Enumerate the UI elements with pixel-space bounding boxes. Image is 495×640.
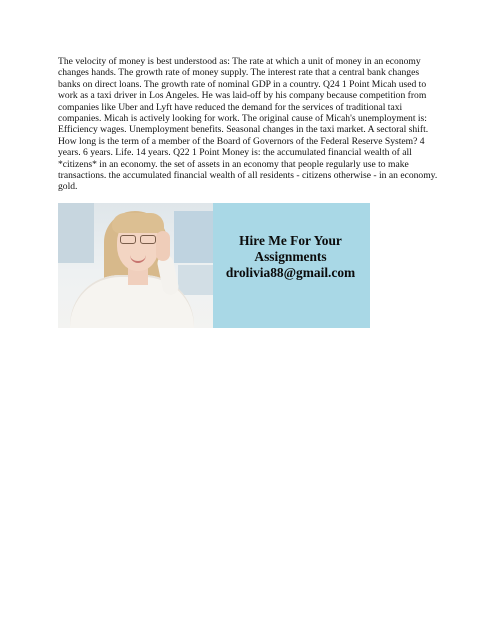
ad-text-block	[218, 233, 363, 281]
ad-email-link[interactable]: drolivia88@gmail.com	[225, 265, 356, 280]
woman-with-glasses-photo	[58, 203, 213, 328]
ad-headline-line1: Hire Me For Your	[239, 233, 342, 248]
glasses-icon	[118, 235, 158, 245]
document-body-text: The velocity of money is best understood as: The rate at which a unit of money in an economy changes hands. The growth rate of money supply. The interest rate that a central bank changes banks on direct loans. The growth rate of nominal GDP in a country. Q24 1 Point Micah used to work as a taxi driver in Los Angeles. He was laid-off by his company because competition from companies like Uber and Lyft have reduced the demand for the services of traditional taxi companies. Micah is actively looking for work. The original cause of Micah's unemployment is: Efficiency wages. Unemployment benefits. Seasonal changes in the taxi market. A sectoral shift. How long is the term of a member of the Board of Governors of the Federal Reserve System? 4 years. 6 years. Life. 14 years. Q22 1 Point Money is: the accumulated financial wealth of all *citizens* in an economy. the set of assets in an economy that people regularly use to make transactions. the accumulated financial wealth of all residents - citizens otherwise - in an economy. gold.	[58, 56, 438, 193]
hire-me-ad-banner[interactable]	[58, 203, 370, 328]
ad-headline-line2: Assignments	[254, 249, 327, 264]
